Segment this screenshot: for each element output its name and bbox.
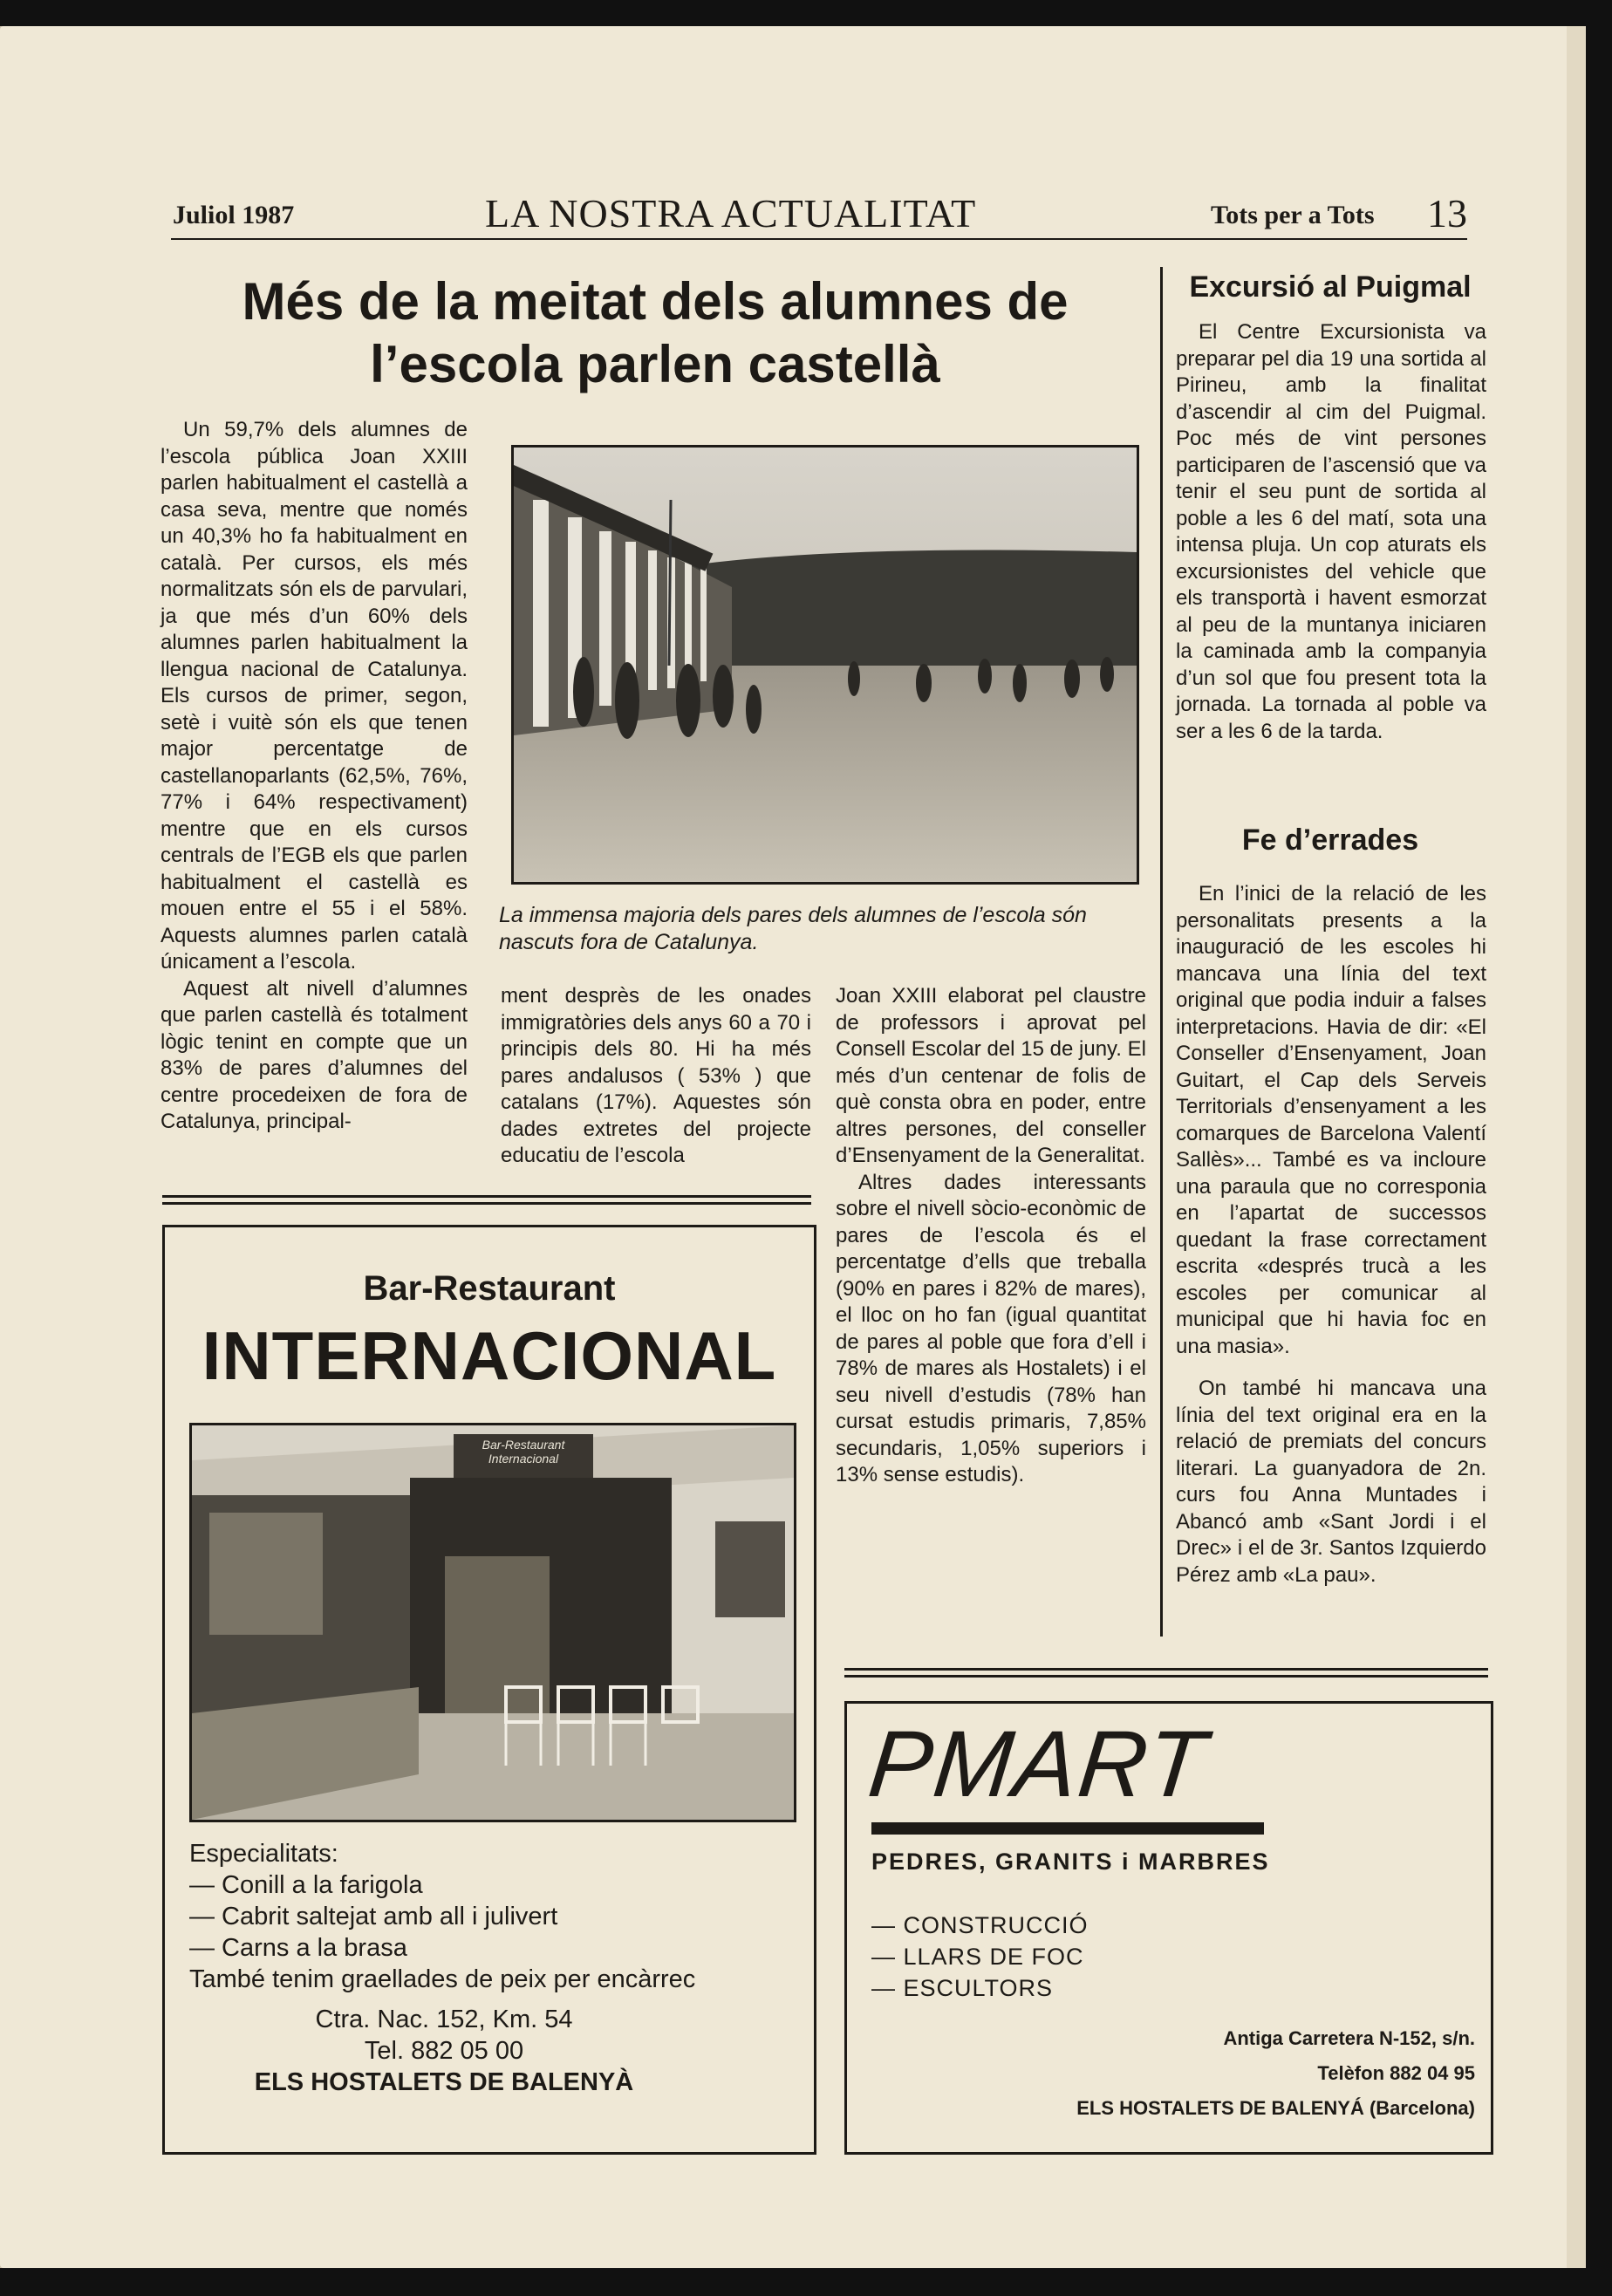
headline-line-2: l’escola parlen castellà [370,335,940,393]
sidebar-paragraph: En l’inici de la relació de les personalitats presents a la inauguració de les escoles hi mancava una línia del text original que podia induir a falses interpretacions. Havia de dir: «El Conseller d’Ensenyament, Joan Guitart, el Cap dels Serveis Territorials d’ensenyament a les comarques de Barcelona Valentí Sallès»... També es va incloure una paraula que no corresponia en l’apartat de successos quedant la frase correctament escrita «després trucà a les escoles per comunicar al municipal que hi havia foc en una masia». [1176,882,1486,1358]
headline-line-1: Més de la meitat dels alumnes de [242,272,1069,331]
pmart-town: ELS HOSTALETS DE BALENYÁ (Barcelona) [1076,2097,1475,2119]
menu-heading: Especialitats: [189,1840,338,1868]
article-column-1 [161,417,468,1136]
sidebar-title-errades: Fe d’errades [1241,823,1419,857]
ad-restaurant-contact [165,2004,723,2098]
pmart-logo-bar [871,1822,1264,1835]
page-edge [1567,26,1586,2268]
school-photo-image [514,448,1137,882]
sidebar-article-excursio [1176,319,1486,745]
article-paragraph: ment desprès de les onades immigratòries dels anys 60 a 70 i principis dels 80. Hi ha més pares andalusos ( 53% ) que catalans (17%). Aquestes són dades extretes del projecte educatiu de l’escola [501,984,811,1167]
restaurant-town: ELS HOSTALETS DE BALENYÀ [254,2068,634,2096]
restaurant-photo [189,1423,796,1822]
separator-rule [162,1202,811,1205]
sidebar-article-errades [1176,881,1486,1589]
separator-rule [844,1668,1488,1671]
sidebar-paragraph: On també hi mancava una línia del text original era en la relació de premiats del concurs literari. La guanyadora de 2n. curs fou Anna Muntades i Abancó amb «Sant Jordi i el Drec» i el de 3r. Santos Izquierdo Pérez amb «La pau». [1176,1377,1486,1587]
pmart-phone: Telèfon 882 04 95 [1317,2062,1475,2084]
article-paragraph: Aquest alt nivell d’alumnes que parlen castellà és totalment lògic tenint en compte que un 83% de pares d’alumnes del centre procedeixen de fora de Catalunya, principal- [161,976,468,1133]
sidebar-title-excursio: Excursió al Puigmal [1189,270,1472,304]
photo-caption: La immensa majoria dels pares dels alumnes de l’escola són nascuts fora de Catalunya. [499,903,1087,954]
page-number: 13 [1427,191,1467,236]
pmart-service: — CONSTRUCCIÓ [871,1912,1089,1938]
article-column-3 [836,983,1146,1489]
school-photo [511,445,1139,885]
article-column-2 [501,983,811,1170]
restaurant-sign: Bar-Restaurant Internacional [482,1438,565,1466]
ad-restaurant-menu [189,1838,695,1995]
column-divider [1160,267,1163,1637]
menu-extra: També tenim graellades de peix per encàrrec [189,1965,696,1993]
ad-pmart [844,1701,1493,2155]
article-paragraph: Joan XXIII elaborat pel claustre de professors i aprovat pel Consell Escolar del 15 de juny. El més d’un centenar de folis de què consta obra en poder, entre altres persones, del conseller d’Ensenyament de la Generalitat. [836,984,1146,1167]
separator-rule [162,1195,811,1198]
restaurant-photo-image [192,1425,794,1820]
ad-restaurant-name: INTERNACIONAL [202,1317,777,1394]
ad-restaurant-kicker: Bar-Restaurant [363,1269,616,1308]
publication-name: Tots per a Tots [1211,201,1375,229]
menu-item: — Cabrit saltejat amb all i julivert [189,1903,558,1930]
menu-item: — Carns a la brasa [189,1934,407,1962]
header-rule [171,238,1467,240]
sidebar-paragraph: El Centre Excursionista va preparar pel dia 19 una sortida al Pirineu, amb la finalitat d’ascendir al cim del Puigmal. Poc més de vint persones participaren de l’ascensió que va tenir el seu punt de sortida al poble a les 6 del matí, sota una intensa pluja. Un cop aturats els excursionistes del vehicle que els transportà i havent esmorzat al peu de la muntanya iniciaren la caminada amb la companyia d’un sol que fou present tota la jornada. La tornada al poble va ser a les 6 de la tarda. [1176,320,1486,743]
article-paragraph: Un 59,7% dels alumnes de l’escola pública Joan XXIII parlen habitualment el castellà a casa seva, mentre que només un 40,3% ho fa habitualment en català. Per cursos, els més normalitzats són els de parvulari, ja que més d’un 60% dels alumnes parlen habitualment la llengua nacional de Catalunya. Els cursos de primer, segon, setè i vuitè són els que tenen major percentatge de castellanoparlants (62,5%, 76%, 77% i 64% respectivament) mentre que en els cursos centrals de l’EGB els que parlen habitualment el castellà es mouen entre el 55 i el 58%. Aquests alumnes parlen català únicament a l’escola. [161,418,468,974]
pmart-tagline: PEDRES, GRANITS i MARBRES [871,1848,1270,1875]
article-headline [171,270,1139,396]
separator-rule [844,1675,1488,1678]
pmart-service: — LLARS DE FOC [871,1944,1084,1970]
menu-item: — Conill a la farigola [189,1871,423,1899]
restaurant-address: Ctra. Nac. 152, Km. 54 [315,2006,573,2033]
restaurant-phone: Tel. 882 05 00 [364,2037,524,2065]
issue-date: Juliol 1987 [173,201,295,229]
pmart-service: — ESCULTORS [871,1975,1054,2001]
pmart-logo: PMART [864,1711,1212,1816]
article-paragraph: Altres dades interessants sobre el nivell sòcio-econòmic de pares de l’escola és el percentatge d’ells que treballa (90% en pares i 82% de mares), el lloc on ho fan (igual quantitat de pares al poble que fora d’ell i 78% de mares als Hostalets) i el seu nivell d’estudis (78% han cursat estudis primaris, 7,85% secundaris, 1,05% superiors i 13% sense estudis). [836,1170,1146,1486]
pmart-contact [934,2021,1475,2126]
ad-restaurant [162,1225,816,2155]
section-title: LA NOSTRA ACTUALITAT [485,191,977,236]
pmart-address: Antiga Carretera N-152, s/n. [1223,2027,1475,2049]
pmart-services [871,1910,1089,2004]
